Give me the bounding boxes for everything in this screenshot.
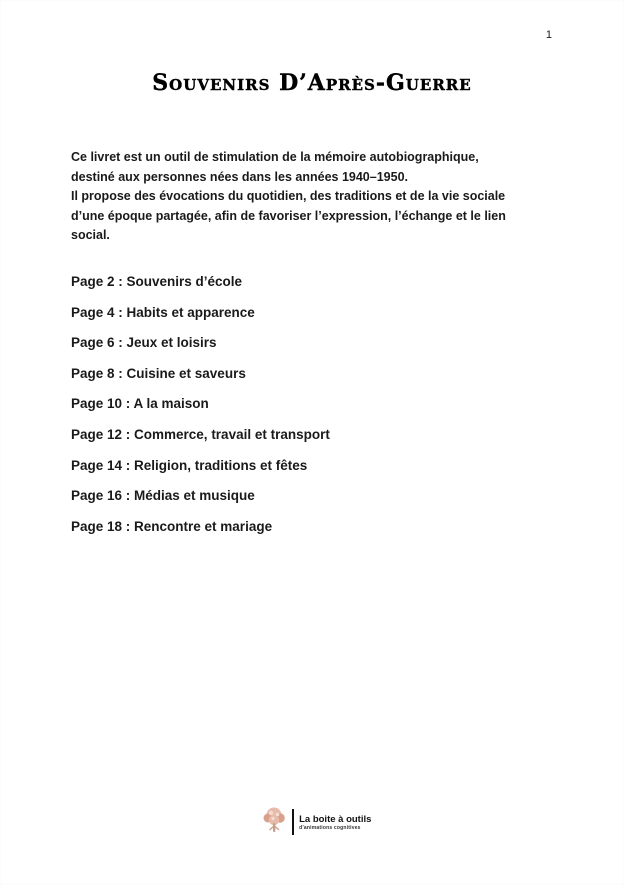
page-number: 1 [545,29,552,41]
toc-entry: Page 4 : Habits et apparence [71,304,255,320]
toc-entry: Page 12 : Commerce, travail et transport [71,426,330,442]
logo-brand-name: La boite à outils [299,813,372,825]
intro-line: Il propose des évocations du quotidien, des traditions et de la vie sociale [71,189,506,204]
intro-line: social. [71,228,110,243]
toc-entry: Page 18 : Rencontre et mariage [71,518,273,534]
logo-divider [292,809,295,835]
toc-entry: Page 14 : Religion, traditions et fêtes [71,457,308,473]
footer-logo [261,806,372,838]
tree-logo-icon [261,806,289,838]
toc-entry: Page 16 : Médias et musique [71,488,255,504]
toc-entry: Page 10 : A la maison [71,396,209,412]
intro-line: d’une époque partagée, afin de favoriser l’expression, l’échange et le lien [71,208,506,223]
toc-entry: Page 8 : Cuisine et saveurs [71,365,246,381]
toc-entry: Page 2 : Souvenirs d’école [71,274,243,289]
intro-line: Ce livret est un outil de stimulation de la mémoire autobiographique, [71,150,479,164]
toc-entry: Page 6 : Jeux et loisirs [71,335,217,351]
footer [0,806,624,838]
document-title: Souvenirs D’Après-Guerre [152,70,472,96]
intro-line: destiné aux personnes nées dans les années 1940–1950. [71,169,408,184]
logo-subtitle: d’animations cognitives [299,824,361,831]
logo-text [299,814,371,831]
intro-paragraph [71,148,554,246]
table-of-contents [71,274,554,549]
